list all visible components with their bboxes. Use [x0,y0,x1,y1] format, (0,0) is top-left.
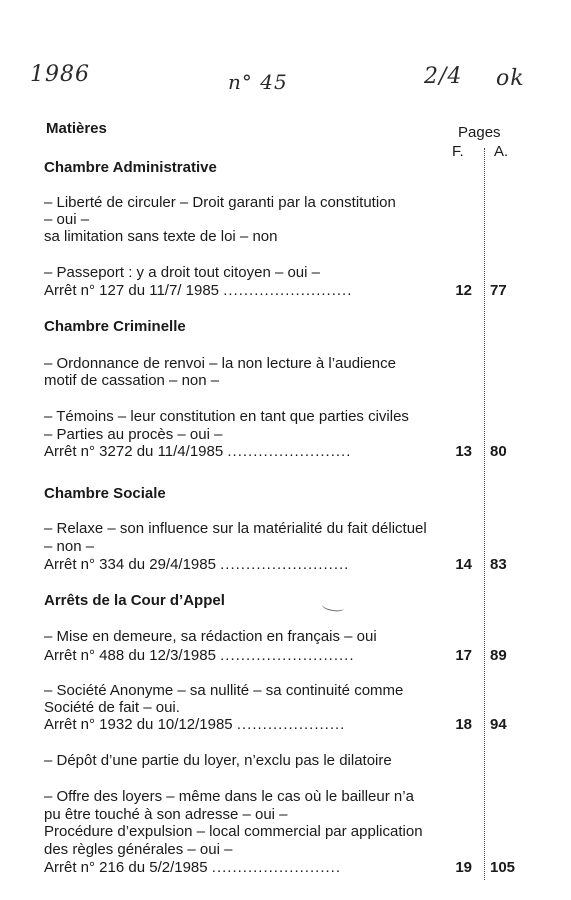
entry-reference: Arrêt n° 127 du 11/7/ 1985 ......................... [44,282,353,299]
section-title: Chambre Sociale [44,485,166,502]
entry-reference: Arrêt n° 334 du 29/4/1985 ......................... [44,556,350,573]
entry-line: – Société Anonyme – sa nullité – sa continuité comme [44,682,404,699]
page-f: 19 [455,859,472,876]
entry-line: – Mise en demeure, sa rédaction en français – oui [44,628,377,645]
entry-reference: Arrêt n° 3272 du 11/4/1985 ........................ [44,443,352,460]
entry-line: – Dépôt d’une partie du loyer, n’exclu pas le dilatoire [44,752,392,769]
entry-line: – Relaxe – son influence sur la matérialité du fait délictuel [44,520,427,537]
page-a: 105 [490,859,516,876]
entry-line: – non – [44,538,95,555]
entry-line: Société de fait – oui. [44,699,180,716]
entry-line: Procédure d’expulsion – local commercial par application [44,823,423,840]
page-a: 77 [490,282,507,299]
entry-reference: Arrêt n° 488 du 12/3/1985 .......................... [44,647,355,664]
entry-line: – Témoins – leur constitution en tant que parties civiles [44,408,409,425]
entry-reference: Arrêt n° 1932 du 10/12/1985 ..................... [44,716,346,733]
entry-line: – Offre des loyers – même dans le cas où le bailleur n’a [44,788,414,805]
page-f: 17 [455,647,472,664]
entry-line: sa limitation sans texte de loi – non [44,228,278,245]
page-f: 18 [455,716,472,733]
matieres-heading: Matières [46,120,107,137]
page-f: 13 [455,443,472,460]
entry-line: – Ordonnance de renvoi – la non lecture à l’audience [44,355,396,372]
handwritten-year: 1986 [30,62,90,87]
entry-line: pu être touché à son adresse – oui – [44,806,288,823]
column-a-label: A. [494,143,509,160]
pen-mark [321,600,344,613]
column-f-label: F. [452,143,464,160]
handwritten-number: n° 45 [228,70,288,94]
pages-heading: Pages [458,124,501,141]
page-a: 89 [490,647,507,664]
entry-line: – Passeport : y a droit tout citoyen – oui – [44,264,320,281]
page-a: 94 [490,716,507,733]
section-title: Chambre Criminelle [44,318,186,335]
page-a: 83 [490,556,507,573]
handwritten-fraction: 2/4 [424,64,463,89]
entry-line: – Liberté de circuler – Droit garanti par la constitution [44,194,396,211]
section-title: Arrêts de la Cour d’Appel [44,592,225,609]
section-title: Chambre Administrative [44,159,217,176]
entry-line: des règles générales – oui – [44,841,233,858]
entry-line: – Parties au procès – oui – [44,426,223,443]
entry-line: – oui – [44,211,90,228]
entry-reference: Arrêt n° 216 du 5/2/1985 ......................... [44,859,341,876]
entry-line: motif de cassation – non – [44,372,220,389]
page-a: 80 [490,443,507,460]
column-divider [484,148,485,880]
page-f: 14 [455,556,472,573]
handwritten-ok: ok [496,66,525,91]
page-f: 12 [455,282,472,299]
